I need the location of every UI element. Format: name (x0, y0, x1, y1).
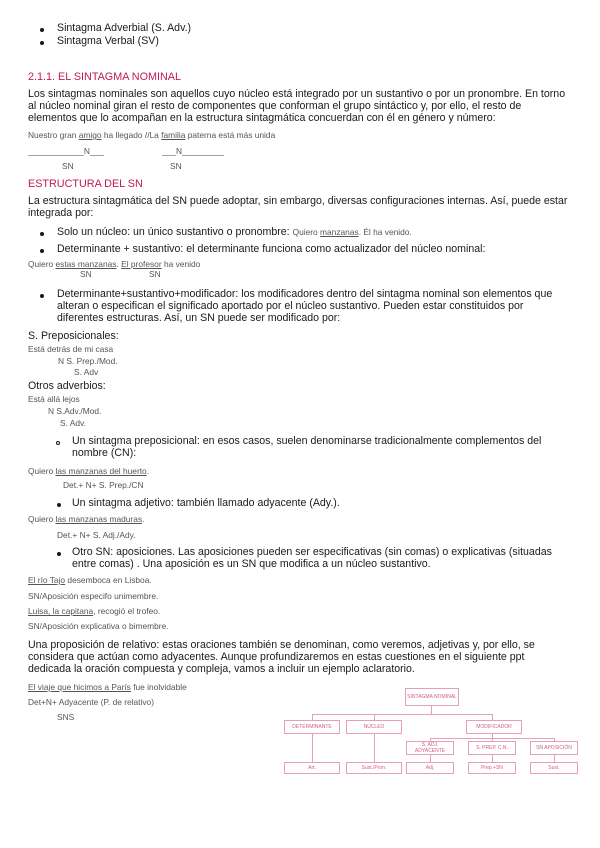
bullet-text: Determinante+sustantivo+modificador: los modificadores dentro del sintagma nominal son elementos que alteran o especifican el significado aportado por el núcleo sustantivo. Pueden estar constituidos por diferentes estructuras. Así, un SN puede ser modificado por: (57, 288, 553, 324)
tree-root: SINTAGMA NOMINAL (405, 688, 459, 706)
intro-paragraph: Los sintagmas nominales son aquellos cuyo núcleo está integrado por un sustantivo o por un pronombre. En torno al núcleo nominal giran el resto de componentes que conforman el grupo sintáctico y, por ello, el resto de elementos que lo acompañan en la estructura sintagmática concuerdan con él en género y número: (28, 88, 566, 124)
bullet-text: Determinante + sustantivo: el determinante funciona como actualizador del núcleo nominal: (57, 243, 486, 255)
bullet-dot (40, 249, 44, 253)
tree-node-modificador: MODIFICADOR (466, 720, 522, 734)
tree-connector (312, 714, 492, 715)
example-sentence: Luisa, la capitana, recogió el trofeo. (28, 606, 161, 616)
subheading: S. Preposicionales: (28, 330, 119, 342)
bullet-dot (40, 294, 44, 298)
tree-leaf: Art. (284, 762, 340, 774)
bullet-dot (40, 28, 44, 32)
structure-paragraph: La estructura sintagmática del SN puede adoptar, sin embargo, diversas configuraciones internas. Así, puede estar integrada por: (28, 195, 568, 219)
bullet-text: Un sintagma preposicional: en esos casos, suelen denominarse tradicionalmente complementos del nombre (CN): (72, 435, 542, 459)
structure-title: ESTRUCTURA DEL SN (28, 178, 143, 190)
subheading: Otros adverbios: (28, 380, 106, 392)
tree-connector (431, 706, 432, 714)
analysis-line: SN/Aposición especifo unimembre. (28, 591, 159, 601)
example-sentence: El viaje que hicimos a París fue inolvidable (28, 682, 187, 692)
tree-node-adj: S. ADJ. ADYACENTE (406, 741, 454, 755)
bullet-text: Un sintagma adjetivo: también llamado adyacente (Ady.). (72, 497, 340, 509)
bullet-dot (40, 41, 44, 45)
analysis-line: ____________N___ (28, 146, 104, 156)
tree-node-determinante: DETERMINANTE (284, 720, 340, 734)
example-sentence: Está allá lejos (28, 394, 80, 404)
example-sentence: Quiero las manzanas maduras. (28, 514, 145, 524)
tree-connector (312, 734, 313, 762)
bullet-text: Solo un núcleo: un único sustantivo o pronombre: Quiero manzanas. Él ha venido. (57, 226, 412, 238)
analysis-line: N S. Prep./Mod. (58, 356, 118, 366)
analysis-line: N S.Adv./Mod. (48, 406, 102, 416)
tree-connector (374, 734, 375, 762)
example-sentence: El río Tajo desemboca en Lisboa. (28, 575, 152, 585)
list-item: Sintagma Adverbial (S. Adv.) (57, 22, 192, 34)
tree-leaf: Adj. (406, 762, 454, 774)
tree-node-prep: S. PREP. C.N. (468, 741, 516, 755)
sn-label: SN (62, 161, 74, 171)
tree-node-aposicion: SN APOSICIÓN (530, 741, 578, 755)
example-sentence: Quiero las manzanas del huerto. (28, 466, 150, 476)
sn-label: SN (170, 161, 182, 171)
tree-connector (492, 755, 493, 762)
example-sentence: Nuestro gran amigo ha llegado //La familia paterna está más unida (28, 130, 276, 140)
bullet-circle (56, 441, 60, 445)
analysis-line: ___N_________ (162, 146, 224, 156)
bullet-dot (40, 232, 44, 236)
tree-leaf: Prep.+SN (468, 762, 516, 774)
relativo-paragraph: Una proposición de relativo: estas oraciones también se denominan, como veremos, adjetivas y, por ello, se considera que actúan como adyacentes. Aunque profundizaremos en estas cuestiones en el siguiente ppt dedicada la oración compuesta y compleja, vamos a incluir un ejemplo aclaratorio. (28, 639, 535, 675)
bullet-dot (57, 552, 61, 556)
tree-leaf: Sust. (530, 762, 578, 774)
tree-connector (430, 755, 431, 762)
analysis-line: SNS (57, 712, 75, 722)
analysis-line: SN/Aposición explicativa o bimembre. (28, 621, 169, 631)
sn-label: SN (80, 269, 92, 279)
sn-label: SN (149, 269, 161, 279)
analysis-line: Det.+ N+ S. Adj./Ady. (57, 530, 136, 540)
tree-leaf: Sust./Pron. (346, 762, 402, 774)
section-title: 2.1.1. EL SINTAGMA NOMINAL (28, 71, 182, 83)
analysis-line: S. Adv (74, 367, 99, 377)
list-item: Sintagma Verbal (SV) (57, 35, 159, 47)
example-sentence: Quiero estas manzanas. El profesor ha venido (28, 259, 201, 269)
analysis-line: Det.+ N+ S. Prep./CN (63, 480, 144, 490)
bullet-dot (57, 503, 61, 507)
tree-node-nucleo: NÚCLEO (346, 720, 402, 734)
bullet-text: Otro SN: aposiciones. Las aposiciones pueden ser especificativas (sin comas) o explicativas (situadas entre comas) . Una aposición es un SN que modifica a un núcleo sustantivo. (72, 546, 552, 570)
analysis-line: Det+N+ Adyacente (P. de relativo) (28, 697, 155, 707)
tree-connector (554, 755, 555, 762)
analysis-line: S. Adv. (60, 418, 86, 428)
example-sentence: Está detrás de mi casa (28, 344, 114, 354)
